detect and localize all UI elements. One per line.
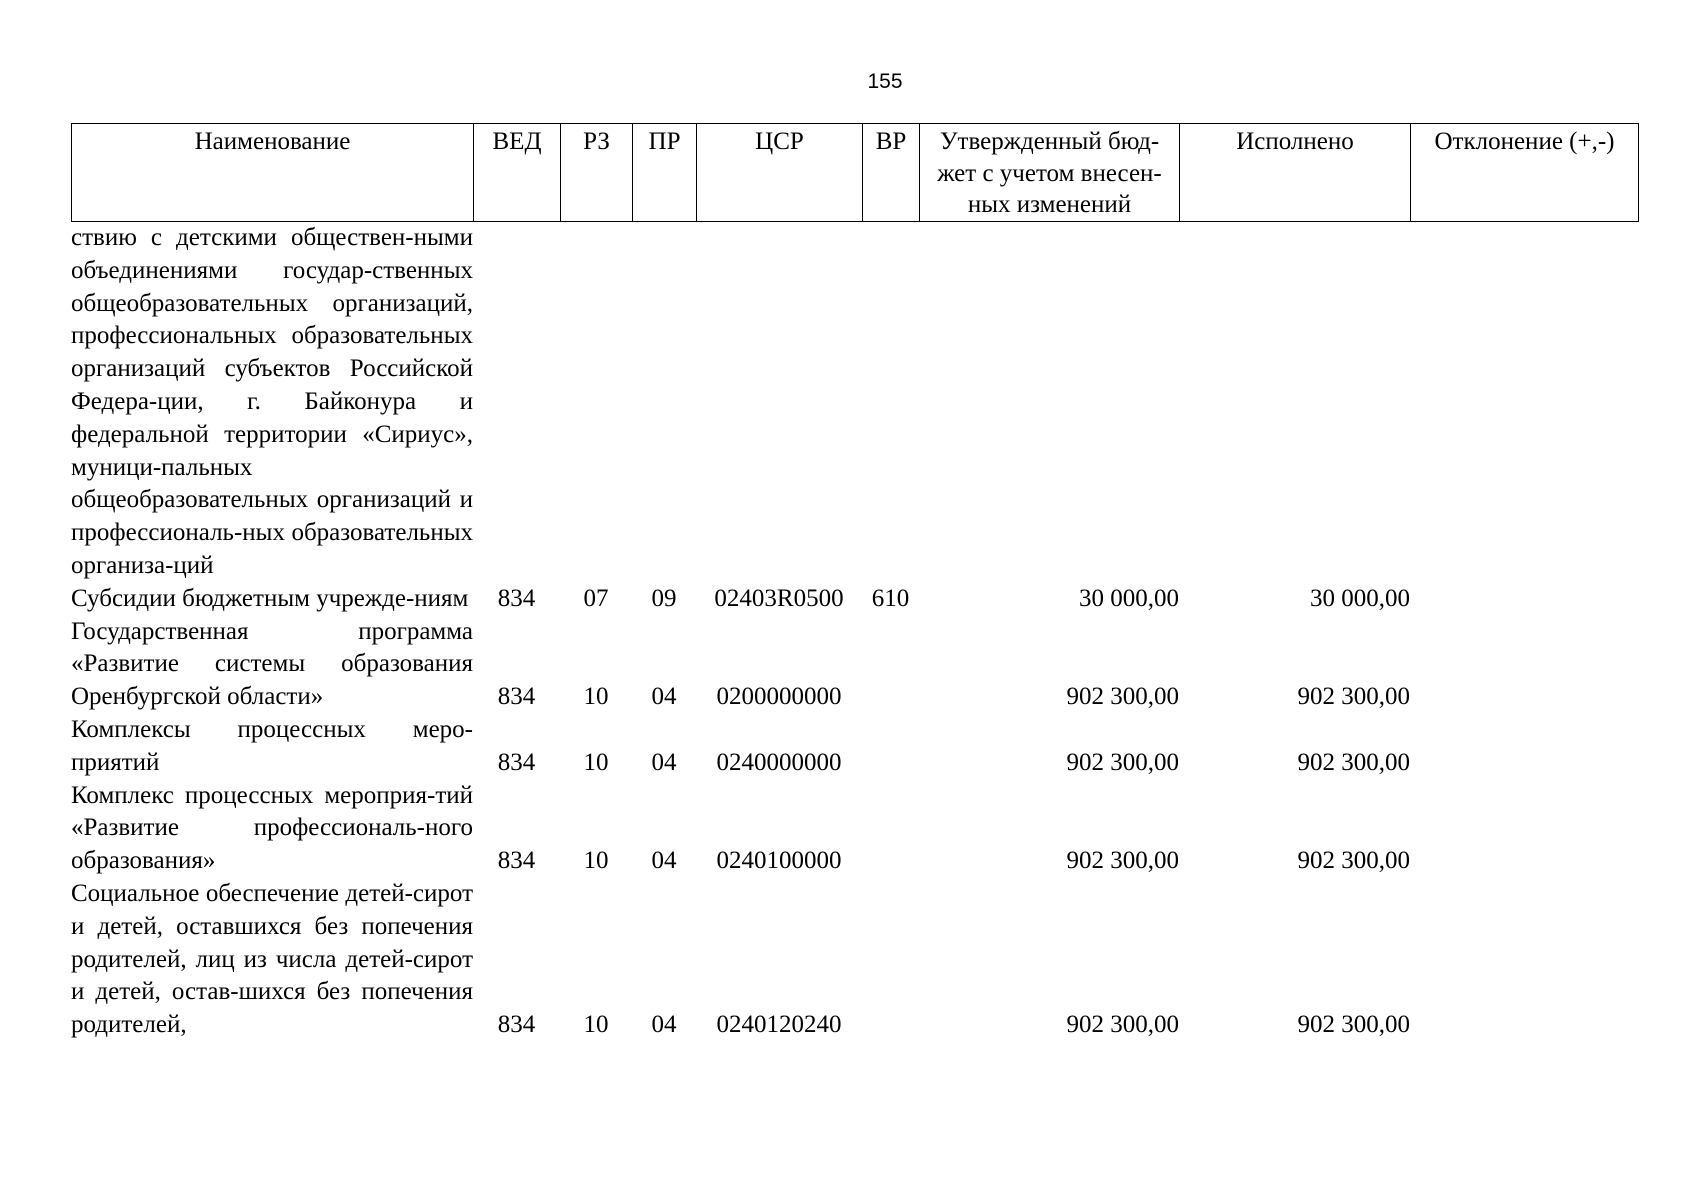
row-ved: 834	[497, 584, 536, 612]
page-number: 155	[867, 70, 903, 93]
table-row	[71, 780, 1638, 878]
row-rz: 10	[583, 683, 609, 711]
row-csr: 02403R0500	[714, 584, 844, 612]
row-budget: 902 300,00	[1066, 1011, 1179, 1039]
table-row	[71, 616, 1638, 714]
column-header-csr: ЦСР	[697, 124, 863, 222]
row-rz: 10	[583, 847, 609, 875]
row-vr: 610	[871, 584, 910, 612]
row-budget: 30 000,00	[1079, 584, 1179, 612]
row-name: Субсидии бюджетным учрежде-ниям	[71, 584, 469, 612]
row-ved: 834	[497, 847, 536, 875]
row-budget: 902 300,00	[1066, 683, 1179, 711]
row-pr: 04	[651, 683, 677, 711]
table-row	[71, 714, 1638, 780]
column-header-ved: ВЕД	[474, 124, 561, 222]
row-executed: 902 300,00	[1297, 683, 1410, 711]
column-header-budget: Утвержденный бюд-жет с учетом внесен-ных изменений	[920, 124, 1180, 222]
row-name: Социальное обеспечение детей-сирот и детей, оставшихся без попечения родителей, лиц из числа детей-сирот и детей, остав-шихся без попечения родителей,	[71, 879, 473, 1039]
row-executed: 902 300,00	[1297, 748, 1410, 776]
row-budget: 902 300,00	[1066, 748, 1179, 776]
column-header-vr: ВР	[863, 124, 920, 222]
row-ved: 834	[497, 1011, 536, 1039]
table-header	[71, 123, 1639, 222]
row-csr: 0240000000	[716, 748, 842, 776]
row-rz: 07	[583, 584, 609, 612]
row-csr: 0240120240	[716, 1011, 842, 1039]
column-header-executed: Исполнено	[1180, 124, 1411, 222]
column-header-deviation: Отклонение (+,-)	[1411, 124, 1639, 222]
table-row	[71, 878, 1638, 1042]
column-header-name: Наименование	[72, 124, 474, 222]
table-row	[71, 583, 1638, 616]
row-pr: 04	[651, 847, 677, 875]
table-row	[71, 222, 1638, 583]
row-name: Комплекс процессных мероприя-тий «Развитие профессиональ-ного образования»	[71, 781, 473, 875]
row-ved: 834	[497, 748, 536, 776]
row-ved: 834	[497, 683, 536, 711]
row-name: ствию с детскими обществен-ными объединениями государ-ственных общеобразовательных организаций, профессиональных образовательных организаций субъектов Российской Федера-ции, г. Байконура и федеральной территории «Сириус», муници-пальных общеобразовательных организаций и профессиональ-ных образовательных организа-ций	[71, 224, 473, 579]
table-body	[71, 222, 1638, 1042]
row-executed: 902 300,00	[1297, 847, 1410, 875]
column-header-pr: ПР	[633, 124, 697, 222]
row-csr: 0240100000	[716, 847, 842, 875]
row-csr: 0200000000	[716, 683, 842, 711]
row-pr: 04	[651, 1011, 677, 1039]
row-name: Государственная программа «Развитие системы образования Оренбургской области»	[71, 617, 473, 711]
row-rz: 10	[583, 748, 609, 776]
row-name: Комплексы процессных меро-приятий	[71, 715, 473, 776]
column-header-rz: РЗ	[561, 124, 633, 222]
row-pr: 04	[651, 748, 677, 776]
row-executed: 30 000,00	[1310, 584, 1410, 612]
row-budget: 902 300,00	[1066, 847, 1179, 875]
row-pr: 09	[651, 584, 677, 612]
row-rz: 10	[583, 1011, 609, 1039]
row-executed: 902 300,00	[1297, 1011, 1410, 1039]
